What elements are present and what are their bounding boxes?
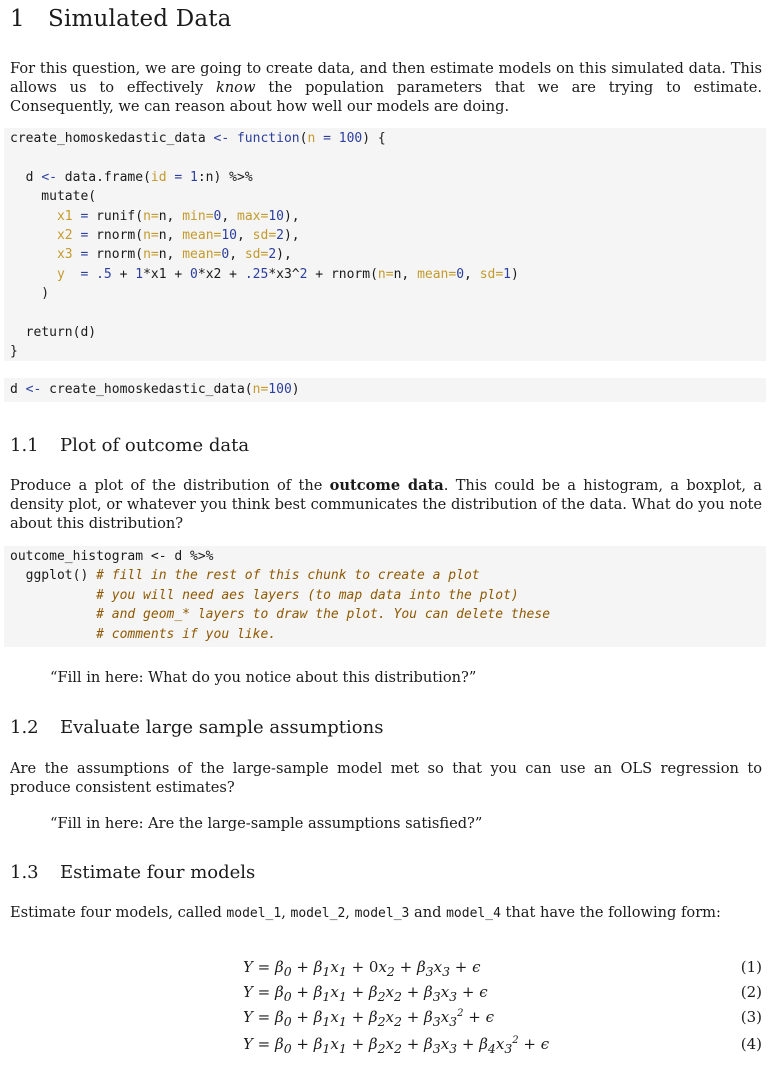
code-line-blank xyxy=(10,304,760,323)
subsection-title: Evaluate large sample assumptions xyxy=(60,717,384,738)
assumptions-paragraph: Are the assumptions of the large-sample model met so that you can use an OLS regression to produce consistent estimates? xyxy=(10,760,762,796)
code-line-blank xyxy=(10,148,760,167)
code-comment-line: # and geom_* layers to draw the plot. You can delete these xyxy=(10,607,551,623)
equation-formula: $Y = \beta_0 + \beta_1x_1 + \beta_2x_2 + \beta_3x_3 + \beta_4x_3^2 + \epsilon$ xyxy=(243,1035,550,1056)
fill-in-quote-distribution: “Fill in here: What do you notice about this distribution?” xyxy=(50,669,477,686)
subsection-title: Plot of outcome data xyxy=(60,435,250,456)
section-heading xyxy=(10,6,232,32)
code-line: ggplot() # fill in the rest of this chunk to create a plot xyxy=(10,568,480,584)
code-comment-line: # comments if you like. xyxy=(10,626,277,642)
emphasis-outcome-data: outcome data xyxy=(329,477,444,494)
subsection-title: Estimate four models xyxy=(60,862,256,883)
section-title: Simulated Data xyxy=(48,6,232,32)
subsection-number: 1.1 xyxy=(10,435,39,456)
equation-number: (2) xyxy=(740,983,762,1001)
code-block-histogram xyxy=(4,546,766,647)
code-line: y = .5 + 1*x1 + 0*x2 + .25*x3^2 + rnorm(n=n, mean=0, sd=1) xyxy=(56,266,519,282)
code-line: return(d) xyxy=(10,324,97,340)
plot-instructions-paragraph: Produce a plot of the distribution of the outcome data. This could be a histogram, a boxplot, a density plot, or whatever you think best communicates the distribution of the data. What do you note about this distribution? xyxy=(10,477,763,532)
equation-number: (1) xyxy=(740,958,762,976)
subsection-heading-1-1 xyxy=(10,435,249,456)
model-name: model_4 xyxy=(446,906,501,921)
code-line: ) xyxy=(10,286,50,302)
model-name: model_1 xyxy=(226,906,282,921)
fill-in-quote-assumptions: “Fill in here: Are the large-sample assumptions satisfied?” xyxy=(50,815,483,832)
equation-1 xyxy=(10,956,762,980)
equation-formula: $Y = \beta_0 + \beta_1x_1 + 0x_2 + \beta_3x_3 + \epsilon$ xyxy=(243,958,481,979)
code-block-create-data xyxy=(4,128,766,361)
code-block-call xyxy=(4,378,766,402)
equation-2 xyxy=(10,981,762,1005)
code-line: d <- data.frame(id = 1:n) %>% xyxy=(10,169,253,185)
code-comment-line: # you will need aes layers (to map data into the plot) xyxy=(10,587,519,603)
equation-number: (4) xyxy=(740,1035,762,1053)
equation-3 xyxy=(10,1006,762,1030)
model-name: model_3 xyxy=(354,906,410,921)
equation-4 xyxy=(10,1033,762,1057)
subsection-heading-1-3 xyxy=(10,862,255,883)
intro-paragraph xyxy=(10,59,762,116)
code-line: outcome_histogram <- d %>% xyxy=(10,549,214,564)
subsection-number: 1.2 xyxy=(10,717,39,738)
intro-text-1: For this question, we are going to create data, and then estimate models on this simulated data. This allows us to effectively xyxy=(10,60,762,96)
intro-emphasis: know xyxy=(215,79,256,96)
equation-number: (3) xyxy=(740,1008,762,1026)
equation-formula: $Y = \beta_0 + \beta_1x_1 + \beta_2x_2 + \beta_3x_3^2 + \epsilon$ xyxy=(243,1008,494,1029)
code-line: x1 = runif(n=n, min=0, max=10), xyxy=(56,208,300,224)
code-line: x3 = rnorm(n=n, mean=0, sd=2), xyxy=(56,247,292,263)
code-line: create_homoskedastic_data <- function(n = 100) { xyxy=(10,131,386,146)
code-line: d <- create_homoskedastic_data(n=100) xyxy=(10,382,300,397)
code-line: } xyxy=(10,344,18,360)
code-line: x2 = rnorm(n=n, mean=10, sd=2), xyxy=(56,227,300,243)
section-number: 1 xyxy=(10,6,25,32)
intro-text-2: the population parameters that we are trying to estimate. Consequently, we can reason about how well our models are doing. xyxy=(10,79,762,115)
subsection-heading-1-2 xyxy=(10,717,383,738)
subsection-number: 1.3 xyxy=(10,862,39,883)
model-name: model_2 xyxy=(290,906,346,921)
code-line: mutate( xyxy=(10,189,97,205)
models-paragraph: Estimate four models, called model_1, model_2, model_3 and model_4 that have the following form: xyxy=(10,904,721,921)
equation-formula: $Y = \beta_0 + \beta_1x_1 + \beta_2x_2 + \beta_3x_3 + \epsilon$ xyxy=(243,983,488,1004)
